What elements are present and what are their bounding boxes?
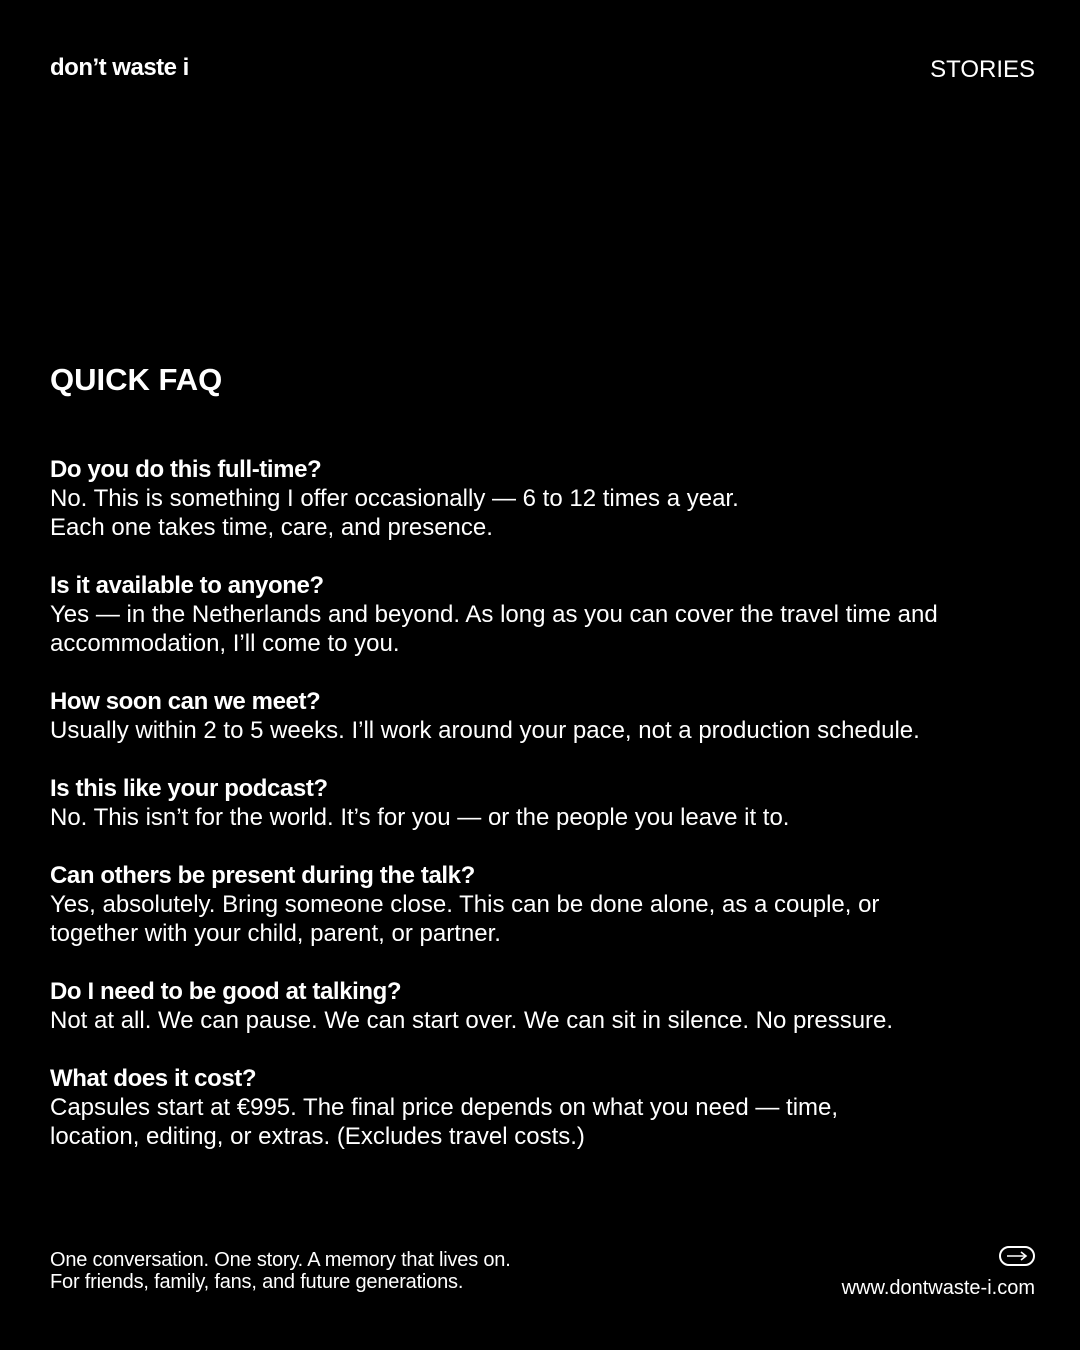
footer-link-group[interactable]	[842, 1246, 1035, 1299]
faq-question: How soon can we meet?	[50, 688, 321, 715]
footer-tagline	[50, 1249, 511, 1293]
faq-item	[50, 774, 1040, 832]
faq-answer-line: No. This is something I offer occasionally — 6 to 12 times a year.	[50, 485, 739, 512]
arrow-right-icon[interactable]	[999, 1246, 1035, 1266]
faq-answer-line: Not at all. We can pause. We can start over. We can sit in silence. No pressure.	[50, 1007, 894, 1034]
website-link[interactable]: www.dontwaste-i.com	[841, 1277, 1035, 1299]
faq-question: Is this like your podcast?	[50, 775, 328, 802]
brand-logo: don’t waste i	[50, 54, 189, 81]
faq-question: Can others be present during the talk?	[50, 862, 475, 889]
faq-answer-line: together with your child, parent, or partner.	[50, 920, 501, 947]
page-title: QUICK FAQ	[50, 362, 223, 397]
faq-item	[50, 687, 1040, 745]
faq-answer-line: Capsules start at €995. The final price depends on what you need — time,	[50, 1094, 839, 1121]
faq-answer-line: Yes, absolutely. Bring someone close. This can be done alone, as a couple, or	[50, 891, 880, 918]
faq-item	[50, 861, 1040, 948]
tagline-line: For friends, family, fans, and future generations.	[50, 1271, 464, 1293]
faq-question: Do I need to be good at talking?	[50, 978, 402, 1005]
faq-question: Do you do this full-time?	[50, 456, 322, 483]
faq-answer-line: Yes — in the Netherlands and beyond. As long as you can cover the travel time and	[50, 601, 938, 628]
faq-answer-line: Usually within 2 to 5 weeks. I’ll work around your pace, not a production schedule.	[50, 717, 920, 744]
faq-item	[50, 977, 1040, 1035]
arrow-right-icon-glyph	[1006, 1251, 1028, 1261]
faq-list	[50, 455, 1040, 1180]
faq-answer-line: No. This isn’t for the world. It’s for you — or the people you leave it to.	[50, 804, 790, 831]
tagline-line: One conversation. One story. A memory that lives on.	[50, 1249, 511, 1271]
faq-item	[50, 571, 1040, 658]
faq-item	[50, 455, 1040, 542]
faq-question: Is it available to anyone?	[50, 572, 324, 599]
faq-answer-line: location, editing, or extras. (Excludes travel costs.)	[50, 1123, 585, 1150]
faq-answer-line: accommodation, I’ll come to you.	[50, 630, 400, 657]
faq-question: What does it cost?	[50, 1065, 257, 1092]
faq-item	[50, 1064, 1040, 1151]
faq-answer-line: Each one takes time, care, and presence.	[50, 514, 493, 541]
section-label: STORIES	[930, 56, 1035, 83]
